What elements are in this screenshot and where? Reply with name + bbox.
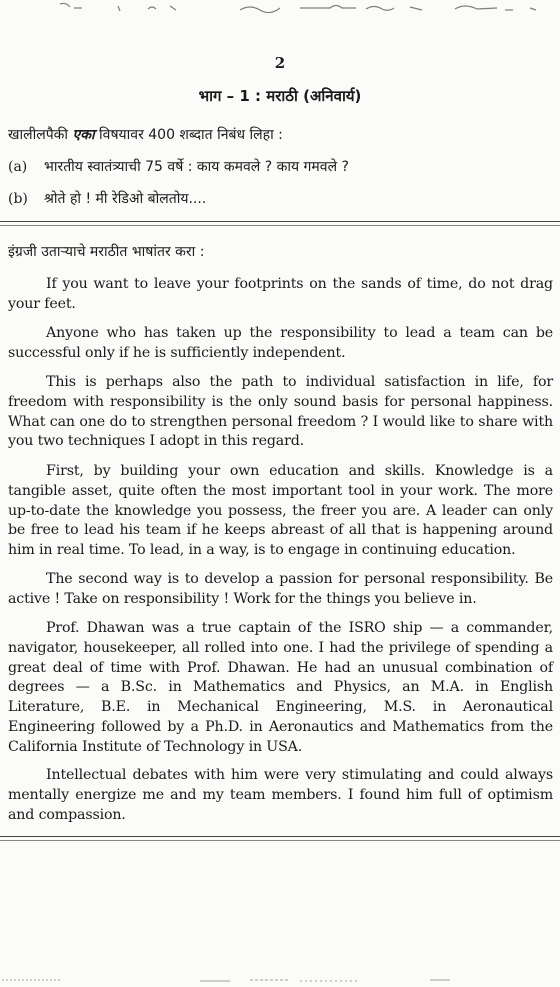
passage-paragraph: Prof. Dhawan was a true captain of the ISRO ship — a commander, navigator, housekeeper, all rolled into one. I had the privilege of spending a great deal of time with Prof. Dhawan. He had an unusual combination of degrees — a B.Sc. in Mathematics and Physics, an M.A. in English Literature, B.E. in Mechanical Engineering, M.S. in Aeronautical Engineering followed by a Ph.D. in Aeronautics and Mathematics from the California Institute of Technology in USA. [8, 620, 553, 755]
passage-paragraph: Intellectual debates with him were very stimulating and could always mentally energize me and my team members. I found him full of optimism and compassion. [8, 767, 553, 823]
passage-paragraph: First, by building your own education and skills. Knowledge is a tangible asset, quite often the most important tool in your work. The more up-to-date the knowledge you possess, the freer you are. A leader can only be free to lead his team if he keeps abreast of all that is happening around him in real time. To lead, in a way, is to engage in continuing education. [8, 463, 553, 559]
essay-instruction [8, 125, 283, 144]
section-divider [0, 836, 560, 837]
passage-paragraph: Anyone who has taken up the responsibility to lead a team can be successful only if he is sufficiently independent. [8, 325, 553, 361]
translation-instruction: इंग्रजी उताऱ्याचे मराठीत भाषांतर करा : [8, 244, 205, 260]
essay-topic-a [8, 157, 349, 176]
essay-topic-label: (a) [8, 159, 28, 175]
essay-instruction-emphasis: एका [72, 127, 95, 143]
essay-topic-text: भारतीय स्वातंत्र्याची 75 वर्षे : काय कमवले ? काय गमवले ? [44, 159, 349, 175]
passage-paragraph: The second way is to develop a passion for personal responsibility. Be active ! Take on responsibility ! Work for the things you believe in. [8, 571, 553, 607]
scan-artifact-top [0, 0, 560, 22]
scan-artifact-bottom [0, 968, 560, 987]
essay-topic-label: (b) [8, 191, 28, 207]
part-heading: भाग – 1 : मराठी (अनिवार्य) [198, 87, 362, 105]
section-divider [0, 221, 560, 222]
essay-topic-b [8, 189, 206, 208]
section-divider-inner [0, 840, 560, 841]
essay-instruction-after: विषयावर 400 शब्दात निबंध लिहा : [94, 127, 283, 143]
essay-topic-text: श्रोते हो ! मी रेडिओ बोलतोय.... [44, 191, 207, 207]
essay-instruction-before: खालीलपैकी [8, 127, 73, 143]
page-number: 2 [274, 54, 286, 72]
passage-paragraph: If you want to leave your footprints on the sands of time, do not drag your feet. [8, 276, 553, 312]
section-divider-inner [0, 225, 560, 226]
passage-paragraph: This is perhaps also the path to individual satisfaction in life, for freedom with responsibility is the only sound basis for personal happiness. What can one do to strengthen personal freedom ? I would like to share with you two techniques I adopt in this regard. [8, 374, 553, 450]
